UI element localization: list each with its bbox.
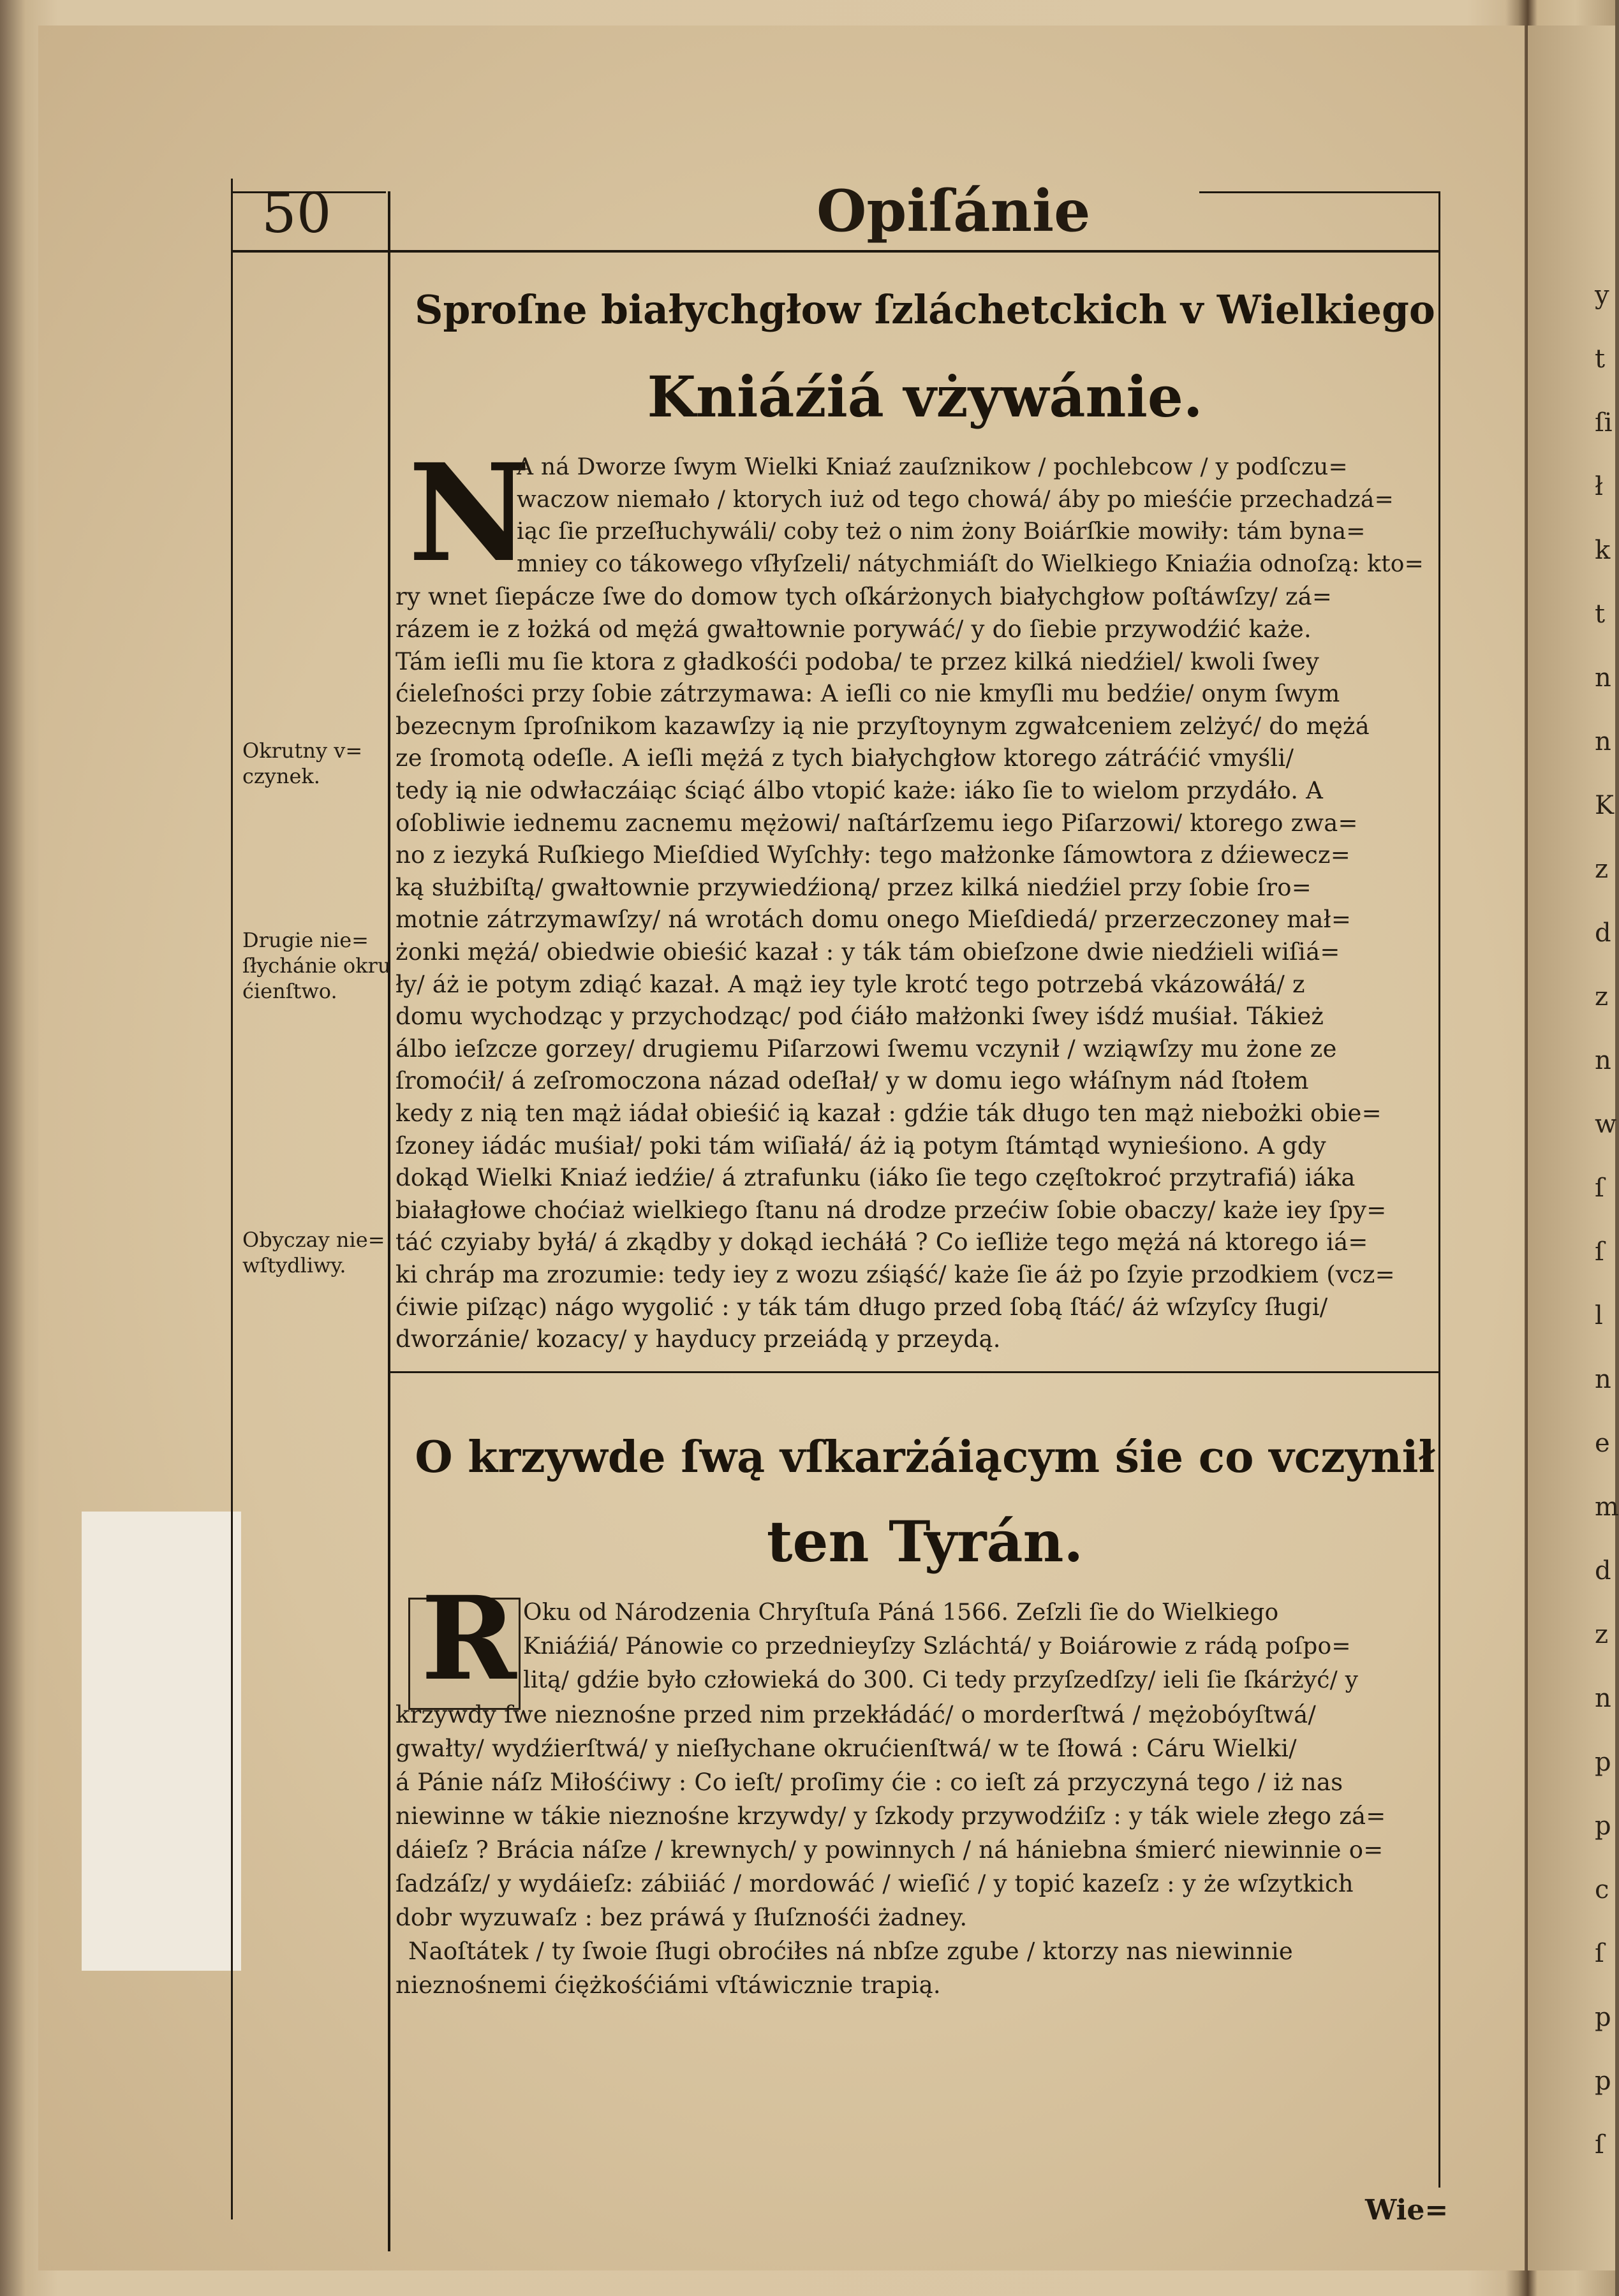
right-frame-rule	[1438, 191, 1440, 2188]
text-line: kedy z nią ten mąż iádał obieśić ią kazał : gdźie ták długo ten mąż niebożki obie=	[396, 1100, 1382, 1127]
text-line: A ná Dworze ſwym Wielki Kniaź zauſznikow / pochlebcow / y podſczu=	[517, 454, 1348, 480]
facing-page-letter: t	[1595, 344, 1606, 374]
text-line: krzywdy ſwe nieznośne przed nim przekłádáć/ o morderſtwá / mężobóyſtwá/	[396, 1701, 1317, 1728]
text-line: bezecnym ſproſnikom kazawſzy ią nie przyſtoynym zgwałceniem zelżyć/ do mężá	[396, 712, 1370, 740]
facing-page-letter: z	[1595, 1620, 1609, 1649]
text-line: ſromoćił/ á zeſromoczona názad odeſłał/ y w domu iego włáſnym nád ſtołem	[396, 1067, 1309, 1095]
facing-page-letter: ł	[1595, 472, 1603, 501]
text-line: Tám ieſli mu ſie ktora z gładkośći podoba/ te przez kilká niedźiel/ kwoli ſwey	[396, 647, 1320, 675]
text-line: álbo ieſzcze gorzey/ drugiemu Piſarzowi ſwemu vczynił / wziąwſzy mu żone ze	[396, 1034, 1337, 1063]
text-line: ze ſromotą odeſle. A ieſli mężá z tych białychgłow ktorego zátráćić vmyśli/	[396, 744, 1294, 772]
text-line: iąc ſie przeſłuchywáli/ coby też o nim żony Boiárſkie mowiły: tám byna=	[517, 519, 1366, 545]
facing-page-letter: l	[1595, 1301, 1603, 1330]
margin-note-line: wſtydliwy.	[242, 1253, 346, 1277]
section2-title-line2: ten Tyrán.	[766, 1508, 1084, 1575]
text-line: motnie zátrzymawſzy/ ná wrotách domu onego Mieſdiedá/ przerzeczoney mał=	[396, 906, 1352, 934]
facing-page-letter: n	[1595, 727, 1611, 756]
text-line: ćieleſności przy ſobie zátrzymawa: A ieſli co nie kmyſli mu bedźie/ onym ſwym	[396, 680, 1340, 708]
text-line: Oku od Národzenia Chryſtuſa Páná 1566. Zeſzli ſie do Wielkiego	[523, 1600, 1279, 1626]
facing-page-letter: p	[1595, 2003, 1611, 2032]
facing-page-letter: k	[1595, 536, 1611, 565]
text-line: ry wnet ſiepácze ſwe do domow tych oſkárżonych białychgłow poſtáwſzy/ zá=	[396, 583, 1333, 611]
facing-page-letter: d	[1595, 918, 1611, 948]
facing-page-letter: e	[1595, 1429, 1610, 1458]
facing-page-letter: n	[1595, 1684, 1611, 1713]
text-line: domu wychodząc y przychodząc/ pod ćiáło małżonki ſwey iśdź muśiał. Tákież	[396, 1003, 1324, 1031]
margin-note-line: Drugie nie=	[242, 928, 369, 952]
page-number: 50	[262, 182, 332, 246]
facing-page-letter: p	[1595, 2066, 1611, 2096]
text-line: waczow niemało / ktorych iuż od tego chowá/ áby po mieśćie przechadzá=	[517, 486, 1394, 513]
catchword: Wie=	[1365, 2194, 1449, 2226]
text-line: dworzánie/ kozacy/ y hayducy przeiádą y przeydą.	[396, 1325, 1001, 1353]
facing-page-letter: z	[1595, 855, 1609, 884]
facing-page-letter: ſ	[1595, 1237, 1604, 1267]
section1-dropcap: N	[408, 434, 531, 592]
facing-page-letter: p	[1595, 1811, 1611, 1841]
text-line: dáieſz ? Brácia náſze / krewnych/ y powinnych / ná hániebna śmierć niewinnie o=	[396, 1836, 1384, 1864]
text-line: ćiwie piſząc) nágo wygolić : y ták tám długo przed ſobą ſtáć/ áż wſzyſcy ſługi/	[396, 1293, 1328, 1321]
text-line: nieznośnemi ćiężkośćiámi vſtáwicznie trapią.	[396, 1971, 941, 1999]
section-divider-rule	[388, 1371, 1440, 1373]
text-line: táć czyiaby byłá/ á zkądby y dokąd iecháłá ? Co ieſliże tego mężá ná ktorego iá=	[396, 1228, 1368, 1256]
text-line: gwałty/ wydźierſtwá/ y nieſłychane okrućienſtwá/ w te ſłowá : Cáru Wielki/	[396, 1735, 1297, 1762]
header-rule	[233, 250, 1438, 253]
outer-frame-rule	[231, 179, 233, 2219]
section2-dropcap: R	[421, 1571, 517, 1706]
facing-page-letter: n	[1595, 1046, 1611, 1075]
facing-page-letter: m	[1595, 1492, 1619, 1522]
facing-page-letter: w	[1595, 1110, 1617, 1139]
text-line: ſadzáſz/ y wydáieſz: zábiiáć / mordowáć / wieſić / y topić kazeſz : y że wſzytkich	[396, 1870, 1354, 1897]
text-line: ką służbiſtą/ gwałtownie przywiedźioną/ przez kilká niedźiel przy ſobie ſro=	[396, 873, 1312, 901]
text-line: białagłowe choćiaż wielkiego ſtanu ná drodze przećiw ſobie obaczy/ każe iey ſpy=	[396, 1196, 1387, 1224]
paper-patch	[82, 1512, 241, 1971]
text-line: dobr wyzuwaſz : bez práwá y ſłuſznośći żadney.	[396, 1904, 968, 1931]
section1-title-line2: Kniáźiá vżywánie.	[647, 364, 1203, 430]
margin-note-line: Obyczay nie=	[242, 1228, 385, 1252]
facing-page-letter: c	[1595, 1875, 1609, 1904]
text-line: ły/ áż ie potym zdiąć kazał. A mąż iey tyle krotć tego potrzebá vkázowáłá/ z	[396, 970, 1305, 998]
text-line: á Pánie náſz Miłośćiwy : Co ieſt/ proſimy ćie : co ieſt zá przyczyná tego / iż nas	[396, 1769, 1343, 1796]
facing-page-letter: ſ	[1595, 1939, 1604, 1968]
section2-title-line1: O krzywde ſwą vſkarżáiącym śie co vczynił	[415, 1432, 1435, 1483]
text-line: Naoſtátek / ty ſwoie ſługi obroćiłes ná nbſze zgube / ktorzy nas niewinnie	[408, 1938, 1293, 1965]
section1-title-line1: Sproſne białychgłow ſzláchetckich v Wielkiego	[415, 287, 1435, 333]
text-line: ki chráp ma zrozumie: tedy iey z wozu zśiąść/ każe ſie áż po ſzyie przodkiem (vcz=	[396, 1261, 1395, 1288]
facing-page-letter: d	[1595, 1556, 1611, 1586]
text-line: niewinne w tákie nieznośne krzywdy/ y ſzkody przywodźiſz : y ták wiele złego zá=	[396, 1802, 1386, 1830]
facing-page-letter: n	[1595, 1365, 1611, 1394]
margin-column-rule	[388, 191, 390, 2251]
margin-note-line: czynek.	[242, 764, 320, 788]
running-head: Opiſánie	[817, 177, 1091, 245]
facing-page-letter: n	[1595, 663, 1611, 693]
text-line: oſobliwie iednemu zacnemu mężowi/ naſtárſzemu iego Piſarzowi/ ktorego zwa=	[396, 809, 1358, 837]
margin-note-line: ćienſtwo.	[242, 979, 337, 1003]
text-line: Kniáźiá/ Pánowie co przednieyſzy Szláchtá/ y Boiárowie z rádą poſpo=	[523, 1633, 1351, 1659]
text-line: tedy ią nie odwłaczáiąc ściąć álbo vtopić każe: iáko ſie to wielom przydáło. A	[396, 777, 1324, 804]
margin-note-line: Okrutny v=	[242, 739, 363, 763]
text-line: no z iezyká Ruſkiego Mieſdied Wyſchły: tego małżonke ſámowtora z dźiewecz=	[396, 841, 1350, 869]
facing-page-letter: z	[1595, 982, 1609, 1012]
facing-page-letter: ſ	[1595, 1174, 1604, 1203]
text-line: żonki mężá/ obiedwie obieśić kazał : y ták tám obieſzone dwie niedźieli wiſiá=	[396, 938, 1340, 966]
text-line: ſzoney iádác muśiał/ poki tám wiſiałá/ áż ią potym ſtámtąd wynieśiono. A gdy	[396, 1131, 1326, 1159]
text-line: litą/ gdźie było człowieká do 300. Ci tedy przyſzedſzy/ ieli ſie ſkárżyć/ y	[523, 1667, 1359, 1693]
facing-page-letter: K	[1595, 791, 1614, 820]
facing-page-letter: p	[1595, 1748, 1611, 1777]
margin-note-line: ſłychánie okru	[242, 953, 391, 978]
facing-page-letter: t	[1595, 600, 1606, 629]
text-line: mniey co tákowego vſłyſzeli/ nátychmiáſt do Wielkiego Kniaźia odnoſzą: kto=	[517, 550, 1424, 577]
text-line: rázem ie z łożká od mężá gwałtownie porywáć/ y do ſiebie przywodźić każe.	[396, 615, 1312, 643]
text-line: dokąd Wielki Kniaź iedźie/ á ztrafunku (iáko ſie tego częſtokroć przytrafiá) iáka	[396, 1164, 1356, 1192]
facing-page-letter: ſ	[1595, 2130, 1604, 2160]
header-rule-top-right	[1199, 191, 1438, 193]
facing-page-letter: ſi	[1595, 408, 1613, 438]
facing-page-letter: y	[1595, 281, 1609, 310]
